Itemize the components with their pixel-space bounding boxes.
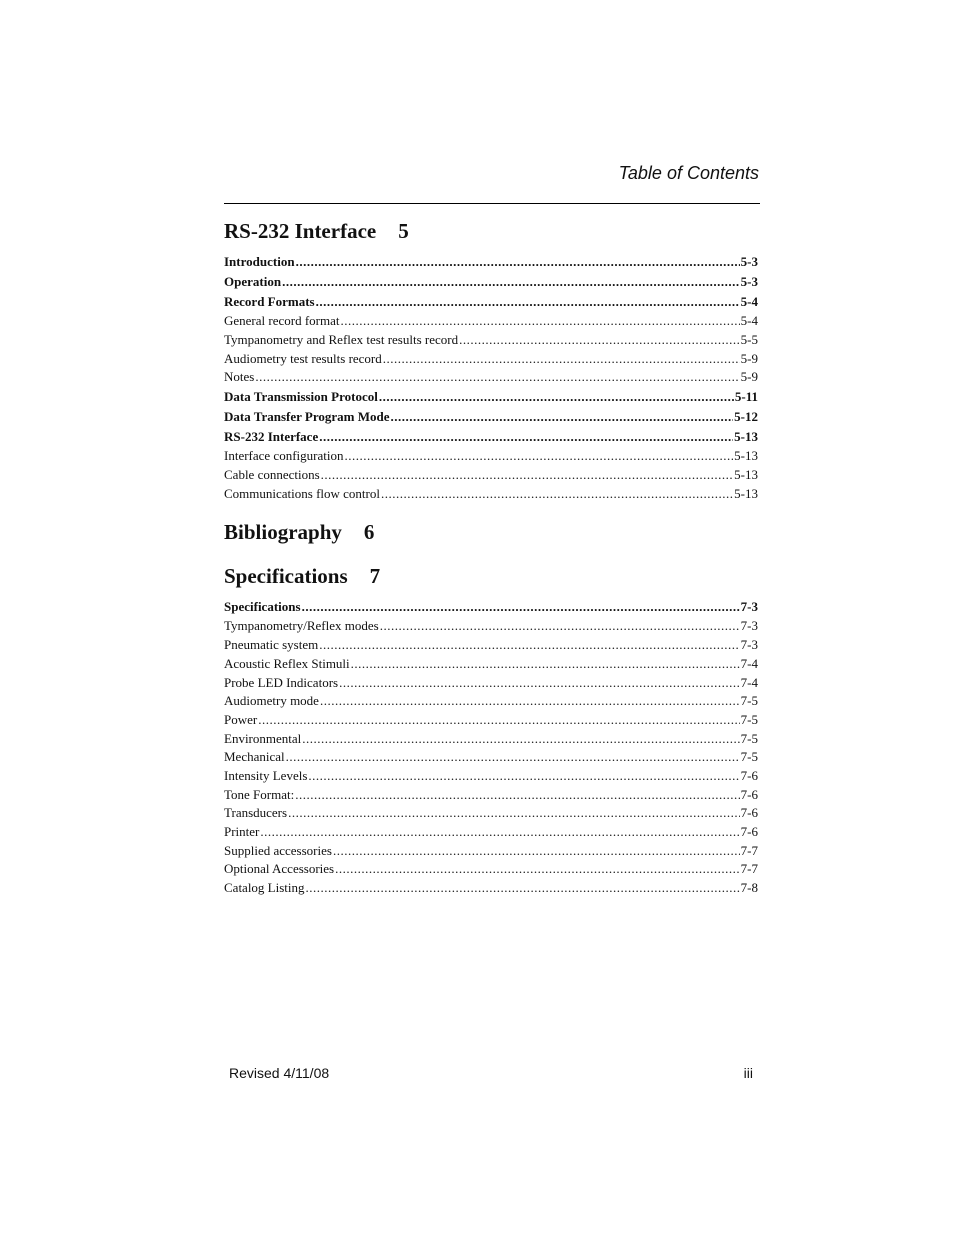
toc-entry-page: 5-3 (740, 274, 758, 290)
toc-entry-page: 5-13 (734, 429, 758, 445)
toc-entry-page: 5-13 (734, 485, 758, 501)
toc-entry[interactable] (224, 879, 758, 898)
dot-leader (351, 655, 740, 674)
dot-leader (379, 387, 734, 407)
dot-leader (295, 786, 739, 805)
toc-entry-label: General record format (224, 313, 340, 329)
toc-entry-label: RS-232 Interface (224, 429, 319, 445)
toc-entry-page: 5-13 (734, 467, 758, 482)
toc-entry[interactable] (224, 617, 758, 636)
toc-entry[interactable] (224, 387, 758, 407)
dot-leader (255, 368, 739, 387)
toc-entry-page: 7-7 (740, 861, 758, 877)
toc-entry-label: Power (224, 711, 258, 727)
toc-entry-page: 5-13 (734, 448, 758, 464)
toc-entry-page: 7-8 (740, 880, 758, 896)
toc-entry-label: Optional Accessories (224, 861, 335, 877)
toc-entry[interactable] (224, 466, 758, 485)
dot-leader (341, 312, 740, 331)
toc-entry-page: 7-3 (740, 637, 758, 653)
toc-entry-label: Audiometry mode (224, 693, 319, 709)
toc-entry[interactable] (224, 655, 758, 674)
dot-leader (260, 823, 739, 842)
toc-entry[interactable] (224, 350, 758, 369)
toc-entry-page: 5-4 (740, 313, 758, 329)
chapter-7-entries (224, 597, 758, 897)
dot-leader (390, 407, 733, 427)
toc-entry[interactable] (224, 748, 758, 767)
toc-entry[interactable] (224, 804, 758, 823)
toc-entry-label: Supplied accessories (224, 842, 332, 858)
toc-entry-label: Audiometry test results record (224, 350, 382, 366)
dot-leader (459, 331, 740, 350)
dot-leader (258, 711, 739, 730)
page-number: iii (743, 1065, 753, 1081)
dot-leader (308, 767, 739, 786)
toc-entry-page: 7-3 (740, 618, 758, 634)
toc-entry[interactable] (224, 427, 758, 447)
toc-entry-label: Tympanometry/Reflex modes (224, 618, 379, 634)
toc-entry-label: Operation (224, 274, 282, 290)
toc-entry-page: 7-6 (740, 805, 758, 821)
section-spacer (224, 503, 758, 517)
toc-entry-label: Probe LED Indicators (224, 674, 339, 690)
toc-entry-page: 7-5 (740, 730, 758, 746)
dot-leader (383, 350, 740, 369)
toc-entry-page: 7-6 (740, 824, 758, 840)
table-of-contents (224, 216, 758, 898)
toc-entry-label: Specifications (224, 599, 301, 615)
dot-leader (316, 292, 740, 312)
chapter-number: 5 (398, 219, 409, 243)
chapter-7 (224, 561, 758, 897)
chapter-title-text: RS-232 Interface (224, 219, 377, 243)
dot-leader (335, 860, 740, 879)
toc-entry-label: Tympanometry and Reflex test results record (224, 331, 459, 347)
dot-leader (286, 748, 740, 767)
toc-entry-label: Interface configuration (224, 448, 344, 464)
dot-leader (302, 730, 739, 749)
toc-entry[interactable] (224, 331, 758, 350)
toc-entry[interactable] (224, 292, 758, 312)
chapter-5-entries (224, 252, 758, 503)
chapter-title-text: Specifications (224, 564, 348, 589)
section-spacer (224, 547, 758, 561)
dot-leader (319, 636, 739, 655)
dot-leader (320, 692, 740, 711)
running-header-title: Table of Contents (618, 163, 759, 183)
toc-entry[interactable] (224, 674, 758, 693)
dot-leader (339, 674, 740, 693)
toc-entry-page: 7-4 (740, 674, 758, 690)
toc-entry-label: Catalog Listing (224, 880, 305, 896)
dot-leader (288, 804, 740, 823)
toc-entry-page: 7-6 (740, 786, 758, 802)
revision-date: Revised 4/11/08 (229, 1065, 330, 1081)
dot-leader (296, 252, 740, 272)
toc-entry-label: Data Transmission Protocol (224, 389, 378, 405)
toc-entry-page: 5-3 (740, 254, 758, 269)
toc-entry[interactable] (224, 842, 758, 861)
toc-entry-label: Mechanical (224, 749, 285, 765)
toc-entry-label: Printer (224, 824, 260, 840)
toc-entry[interactable] (224, 597, 758, 617)
toc-entry-page: 7-7 (740, 842, 758, 858)
dot-leader (381, 485, 733, 504)
toc-entry-page: 7-4 (740, 655, 758, 671)
toc-entry[interactable] (224, 767, 758, 786)
toc-entry-page: 5-4 (740, 294, 758, 310)
toc-entry[interactable] (224, 636, 758, 655)
dot-leader (319, 427, 733, 447)
toc-entry-label: Environmental (224, 730, 302, 746)
toc-entry-page: 5-12 (734, 409, 758, 425)
toc-entry[interactable] (224, 272, 758, 292)
toc-entry-page: 5-11 (734, 389, 758, 405)
toc-entry-page: 7-6 (740, 767, 758, 783)
chapter-number: 7 (369, 564, 381, 589)
toc-entry[interactable] (224, 711, 758, 730)
toc-entry[interactable] (224, 447, 758, 466)
toc-entry-label: Acoustic Reflex Stimuli (224, 655, 350, 671)
toc-entry-label: Transducers (224, 805, 288, 821)
toc-entry[interactable] (224, 692, 758, 711)
toc-entry[interactable] (224, 823, 758, 842)
toc-entry-label: Intensity Levels (224, 767, 308, 783)
dot-leader (333, 842, 740, 861)
dot-leader (282, 272, 740, 292)
dot-leader (306, 879, 740, 898)
dot-leader (380, 617, 740, 636)
toc-entry[interactable] (224, 312, 758, 331)
toc-entry-page: 7-3 (740, 599, 758, 615)
dot-leader (344, 447, 733, 466)
toc-entry[interactable] (224, 786, 758, 805)
toc-entry-page: 7-5 (740, 693, 758, 709)
chapter-number: 6 (363, 520, 375, 545)
toc-entry-page: 5-9 (740, 369, 758, 385)
dot-leader (302, 597, 740, 617)
toc-entry-label: Communications flow control (224, 485, 380, 501)
chapter-title-text: Bibliography (224, 520, 342, 545)
chapter-title (224, 216, 758, 246)
toc-entry[interactable] (224, 368, 758, 387)
chapter-title (224, 561, 758, 591)
toc-entry-label: Cable connections (224, 467, 320, 482)
toc-entry[interactable] (224, 485, 758, 504)
toc-entry-label: Record Formats (224, 294, 315, 310)
toc-entry-label: Notes (224, 369, 255, 385)
toc-entry[interactable] (224, 407, 758, 427)
toc-entry[interactable] (224, 730, 758, 749)
toc-entry[interactable] (224, 860, 758, 879)
toc-entry[interactable] (224, 252, 758, 272)
toc-entry-label: Data Transfer Program Mode (224, 409, 390, 425)
chapter-5 (224, 216, 758, 503)
chapter-title (224, 517, 758, 547)
toc-entry-label: Pneumatic system (224, 637, 319, 653)
chapter-6 (224, 517, 758, 547)
toc-entry-label: Tone Format: (224, 786, 295, 802)
toc-entry-page: 5-9 (740, 350, 758, 366)
toc-entry-label: Introduction (224, 254, 295, 269)
toc-entry-page: 5-5 (740, 331, 758, 347)
toc-entry-page: 7-5 (740, 749, 758, 765)
dot-leader (321, 466, 733, 485)
header-rule (224, 203, 760, 204)
toc-entry-page: 7-5 (740, 711, 758, 727)
